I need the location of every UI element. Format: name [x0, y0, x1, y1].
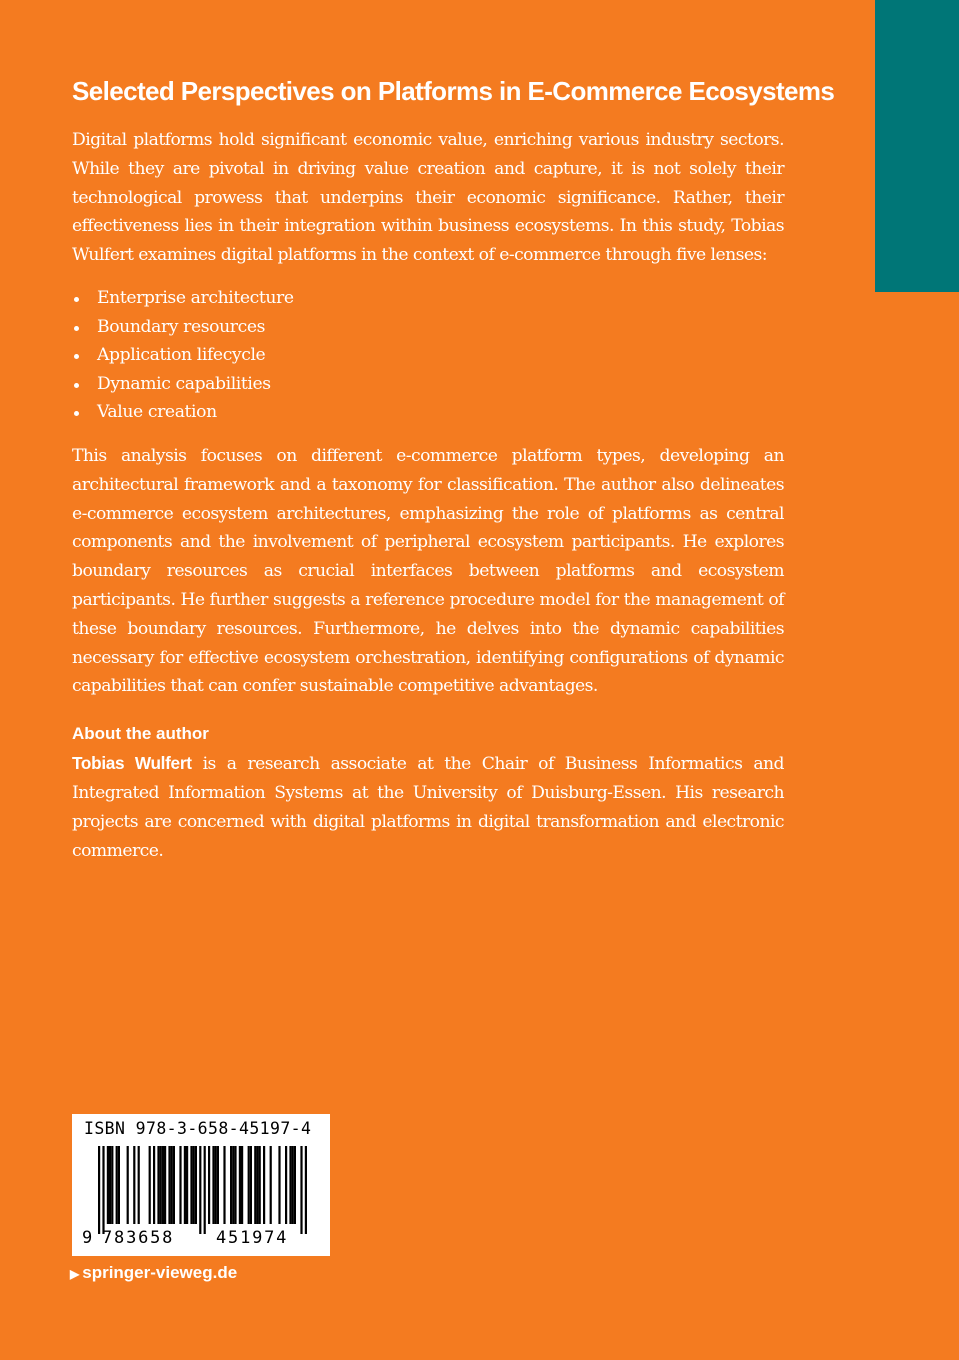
barcode-bar: [294, 1146, 296, 1224]
barcode-bar: [193, 1146, 195, 1224]
barcode-bar: [133, 1146, 135, 1224]
barcode-bar: [263, 1146, 265, 1224]
barcode-bar: [149, 1146, 151, 1224]
barcode-bar: [168, 1146, 170, 1224]
author-bio: [72, 749, 784, 865]
list-item: Dynamic capabilities: [72, 370, 784, 399]
publisher-url: springer-vieweg.de: [82, 1263, 238, 1282]
barcode-bar: [118, 1146, 120, 1224]
barcode-bar: [217, 1146, 219, 1224]
barcode-bar: [289, 1146, 291, 1224]
intro-paragraph: Digital platforms hold significant economic value, enriching various industry sectors. While they are pivotal in driving value creation and capture, it is not solely their technological prowess that underpins their economic significance. Rather, their effectiveness lies in their integration within business ecosystems. In this study, Tobias Wulfert examines digital platforms in the context of e-commerce through five lenses:: [72, 130, 784, 266]
barcode-bar: [248, 1146, 250, 1224]
barcode-bar: [254, 1146, 256, 1224]
barcode-bar: [292, 1146, 294, 1224]
barcode-bar: [285, 1146, 287, 1224]
author-bio-text: is a research associate at the Chair of Business Informatics and Integrated Information Systems at the University of Duisburg-Essen. His research projects are concerned with digital platforms in digital transformation and electronic commerce.: [72, 754, 784, 861]
barcode-bar: [305, 1146, 307, 1234]
barcode-bar: [199, 1146, 201, 1234]
author-name: Tobias Wulfert: [72, 753, 192, 774]
barcode-bar: [239, 1146, 241, 1224]
barcode-bar: [116, 1146, 118, 1224]
barcode-bar: [204, 1146, 206, 1234]
barcode-bar: [223, 1146, 225, 1224]
list-item: Value creation: [72, 398, 784, 427]
barcode-bar: [256, 1146, 258, 1224]
lenses-list: [72, 284, 784, 427]
accent-tab: [875, 0, 959, 292]
barcode-bar: [212, 1146, 214, 1224]
barcode-bar: [234, 1146, 236, 1224]
barcode-bar: [259, 1146, 261, 1224]
barcode-bar: [232, 1146, 234, 1224]
barcode-bar: [127, 1146, 129, 1224]
triangle-right-icon: ▶: [70, 1267, 80, 1281]
barcode-bar: [186, 1146, 188, 1224]
barcode-bar: [111, 1146, 113, 1224]
barcode-bar: [107, 1146, 109, 1224]
barcode-bar: [109, 1146, 111, 1224]
list-item: Boundary resources: [72, 313, 784, 342]
barcode-bar: [179, 1146, 181, 1224]
analysis-paragraph: This analysis focuses on different e-commerce platform types, developing an architectural framework and a taxonomy for classification. The author also delineates e-commerce ecosystem architectures, emphasizing the role of platforms as central components and the involvement of peripheral ecosystem participants. He explores boundary resources as crucial interfaces between platforms and ecosystem participants. He further suggests a reference procedure model for the management of these boundary resources. Furthermore, he delves into the dynamic capabilities necessary for effective ecosystem orchestration, identifying configurations of dynamic capabilities that can confer sustainable competitive advantages.: [72, 445, 784, 697]
isbn-barcode: [72, 1114, 330, 1256]
barcode-right-digits: 451974: [216, 1228, 289, 1248]
list-item: Enterprise architecture: [72, 284, 784, 313]
barcode-bar: [250, 1146, 252, 1224]
barcode-bar: [153, 1146, 155, 1224]
barcode-bar: [230, 1146, 232, 1224]
barcode-bar: [98, 1146, 100, 1234]
back-cover-text: [72, 70, 835, 865]
barcode-bar: [190, 1146, 192, 1224]
barcode-first-digit: 9: [82, 1228, 93, 1248]
barcode-bar: [138, 1146, 140, 1224]
barcode-bar: [184, 1146, 186, 1224]
barcode-left-digits: 783658: [102, 1228, 175, 1248]
barcode-bar: [157, 1146, 159, 1224]
barcode-bar: [278, 1146, 280, 1224]
barcode-bar: [215, 1146, 217, 1224]
barcode-bar: [173, 1146, 175, 1224]
barcode-bar: [195, 1146, 197, 1224]
barcode-bar: [171, 1146, 173, 1224]
about-heading: About the author: [72, 724, 209, 744]
barcode-bar: [241, 1146, 243, 1224]
barcode-bar: [160, 1146, 162, 1224]
barcode-bar: [270, 1146, 272, 1224]
barcode-bar: [164, 1146, 166, 1224]
publisher-link[interactable]: [70, 1262, 237, 1285]
barcode-bar: [300, 1146, 302, 1234]
list-item: Application lifecycle: [72, 341, 784, 370]
barcode-bar: [208, 1146, 210, 1224]
isbn-label: ISBN 978-3-658-45197-4: [84, 1119, 312, 1138]
book-title: Selected Perspectives on Platforms in E-Commerce Ecosystems: [72, 76, 835, 106]
barcode-bar: [162, 1146, 164, 1224]
barcode-bar: [102, 1146, 104, 1234]
